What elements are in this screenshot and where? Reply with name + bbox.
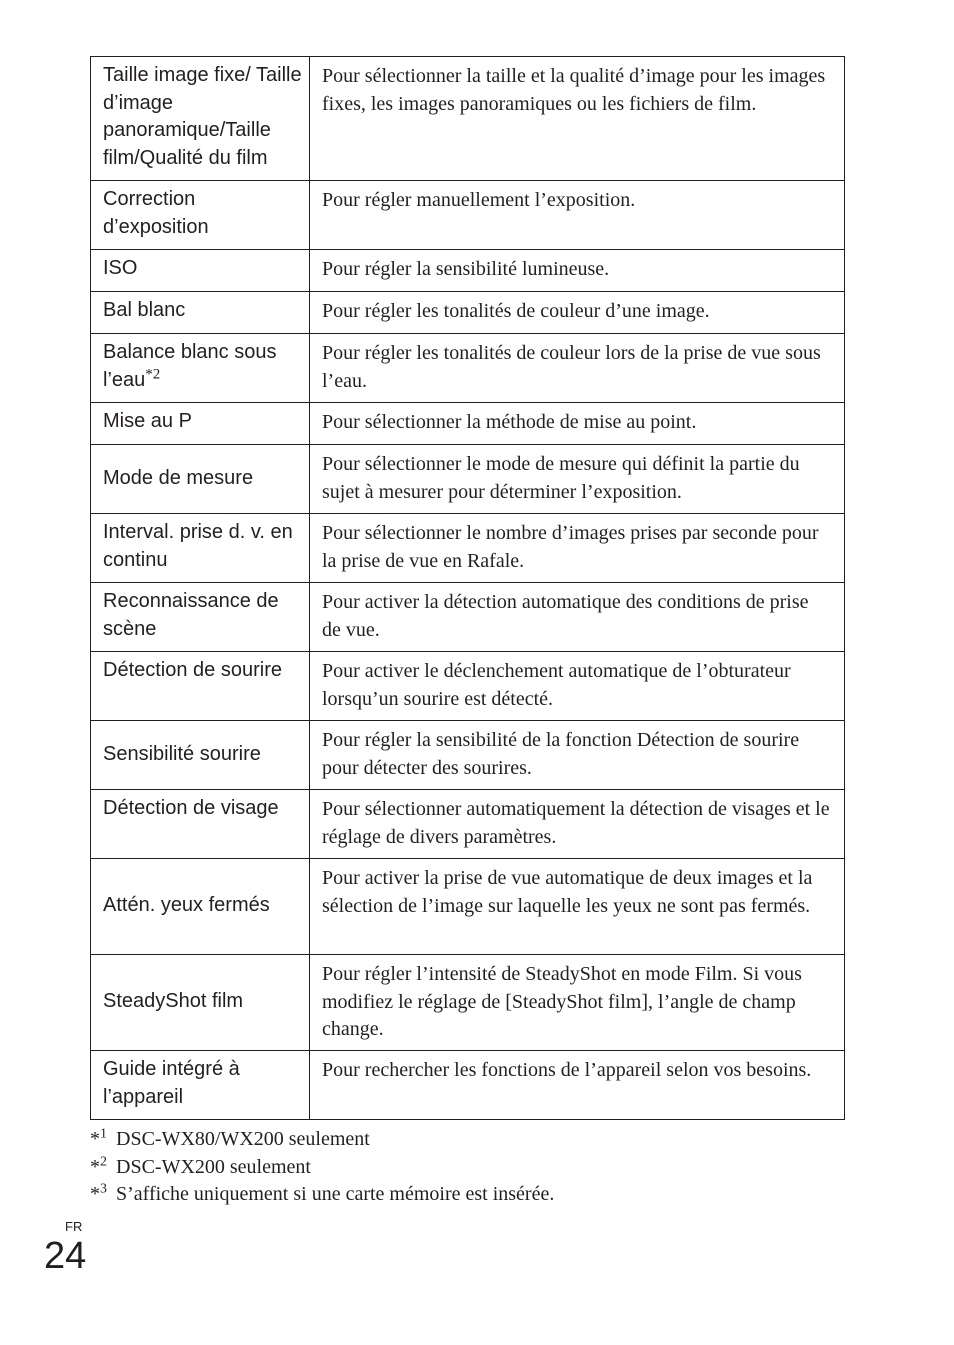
table-row	[91, 181, 845, 250]
page-number: 24	[44, 1235, 87, 1277]
setting-name-cell	[91, 955, 310, 1051]
setting-description: Pour sélectionner le mode de mesure qui définit la partie du sujet à mesurer pour déterminer l’exposition.	[322, 453, 800, 503]
setting-name: Mode de mesure	[103, 466, 254, 489]
setting-name-cell	[91, 859, 310, 955]
footnote-text: DSC-WX80/WX200 seulement	[116, 1128, 370, 1150]
setting-description: Pour régler manuellement l’exposition.	[322, 189, 636, 211]
setting-name: Reconnaissance de scène	[103, 590, 279, 640]
footnote	[90, 1181, 554, 1209]
language-tag: FR	[65, 1219, 83, 1234]
table-row	[91, 403, 845, 445]
setting-name: Balance blanc sous l’eau	[103, 341, 277, 391]
setting-name: Taille image fixe/ Taille d’image panoramique/Taille film/Qualité du film	[103, 64, 302, 169]
setting-description-cell	[310, 1051, 845, 1120]
table-row	[91, 859, 845, 955]
table-row	[91, 445, 845, 514]
setting-name: Interval. prise d. v. en continu	[103, 521, 293, 571]
setting-name-cell	[91, 181, 310, 250]
setting-name: ISO	[103, 257, 138, 279]
setting-description-cell	[310, 721, 845, 790]
setting-description-cell	[310, 955, 845, 1051]
setting-name: Sensibilité sourire	[103, 742, 261, 765]
table-row	[91, 721, 845, 790]
setting-name-cell	[91, 514, 310, 583]
table-row	[91, 292, 845, 334]
setting-description-cell	[310, 334, 845, 403]
setting-description-cell	[310, 181, 845, 250]
footnote-marker: *$^2$	[90, 1153, 107, 1178]
setting-description: Pour régler l’intensité de SteadyShot en mode Film. Si vous modifiez le réglage de [SteadyShot film], l’angle de champ change.	[322, 963, 802, 1040]
table-row	[91, 57, 845, 181]
setting-description: Pour activer la détection automatique des conditions de prise de vue.	[322, 591, 809, 641]
setting-name-cell	[91, 250, 310, 292]
setting-description-cell	[310, 583, 845, 652]
table-row	[91, 334, 845, 403]
setting-description-cell	[310, 250, 845, 292]
setting-name: Détection de visage	[103, 797, 279, 819]
setting-description-cell	[310, 292, 845, 334]
setting-description: Pour régler les tonalités de couleur d’une image.	[322, 300, 710, 322]
setting-description-cell	[310, 652, 845, 721]
setting-description-cell	[310, 403, 845, 445]
setting-description: Pour sélectionner automatiquement la détection de visages et le réglage de divers paramètres.	[322, 798, 830, 848]
setting-name: Détection de sourire	[103, 659, 282, 681]
setting-name-cell	[91, 790, 310, 859]
table-row	[91, 790, 845, 859]
footnote-marker: *$^3$	[90, 1181, 107, 1205]
setting-name-cell	[91, 292, 310, 334]
setting-description-cell	[310, 790, 845, 859]
settings-table	[90, 56, 845, 1120]
setting-name-cell	[91, 334, 310, 403]
setting-name: Bal blanc	[103, 299, 186, 321]
setting-description: Pour activer le déclenchement automatique de l’obturateur lorsqu’un sourire est détecté.	[322, 660, 791, 710]
table-row	[91, 250, 845, 292]
setting-name-cell	[91, 445, 310, 514]
setting-name: Attén. yeux fermés	[103, 894, 270, 917]
setting-description: Pour régler la sensibilité lumineuse.	[322, 258, 610, 280]
setting-name-cell	[91, 583, 310, 652]
table-row	[91, 583, 845, 652]
table-row	[91, 514, 845, 583]
setting-description-cell	[310, 57, 845, 181]
table-row	[91, 1051, 845, 1120]
setting-name: SteadyShot film	[103, 990, 244, 1013]
setting-name-wrap	[91, 334, 309, 400]
setting-name-cell	[91, 403, 310, 445]
setting-name-cell	[91, 1051, 310, 1120]
setting-description-cell	[310, 514, 845, 583]
setting-description: Pour activer la prise de vue automatique de deux images et la sélection de l’image sur laquelle les yeux ne sont pas fermés.	[322, 867, 813, 917]
setting-name-cell	[91, 721, 310, 790]
setting-description-cell	[310, 445, 845, 514]
footnote-text: DSC-WX200 seulement	[116, 1155, 311, 1178]
footnote	[90, 1154, 554, 1182]
table-row	[91, 652, 845, 721]
setting-description: Pour sélectionner la méthode de mise au point.	[322, 411, 697, 433]
setting-name: Guide intégré à l’appareil	[103, 1058, 240, 1108]
setting-description: Pour rechercher les fonctions de l’appareil selon vos besoins.	[322, 1059, 812, 1081]
footnote	[90, 1126, 554, 1154]
footnote-marker: *$^1$	[90, 1126, 107, 1150]
setting-description: Pour sélectionner le nombre d’images prises par seconde pour la prise de vue en Rafale.	[322, 522, 819, 572]
setting-name-cell	[91, 652, 310, 721]
footnote-ref: *2	[145, 365, 161, 382]
table-row	[91, 955, 845, 1051]
setting-description: Pour sélectionner la taille et la qualité d’image pour les images fixes, les images panoramiques ou les fichiers de film.	[322, 65, 826, 115]
setting-name: Mise au P	[103, 410, 192, 432]
setting-description-cell	[310, 859, 845, 955]
footnotes	[90, 1126, 554, 1209]
setting-description: Pour régler la sensibilité de la fonction Détection de sourire pour détecter des sourires.	[322, 729, 800, 779]
setting-name-cell	[91, 57, 310, 181]
setting-name: Correction d’exposition	[103, 188, 209, 238]
setting-description: Pour régler les tonalités de couleur lors de la prise de vue sous l’eau.	[322, 342, 821, 392]
footnote-text: S’affiche uniquement si une carte mémoire est insérée.	[116, 1183, 555, 1205]
